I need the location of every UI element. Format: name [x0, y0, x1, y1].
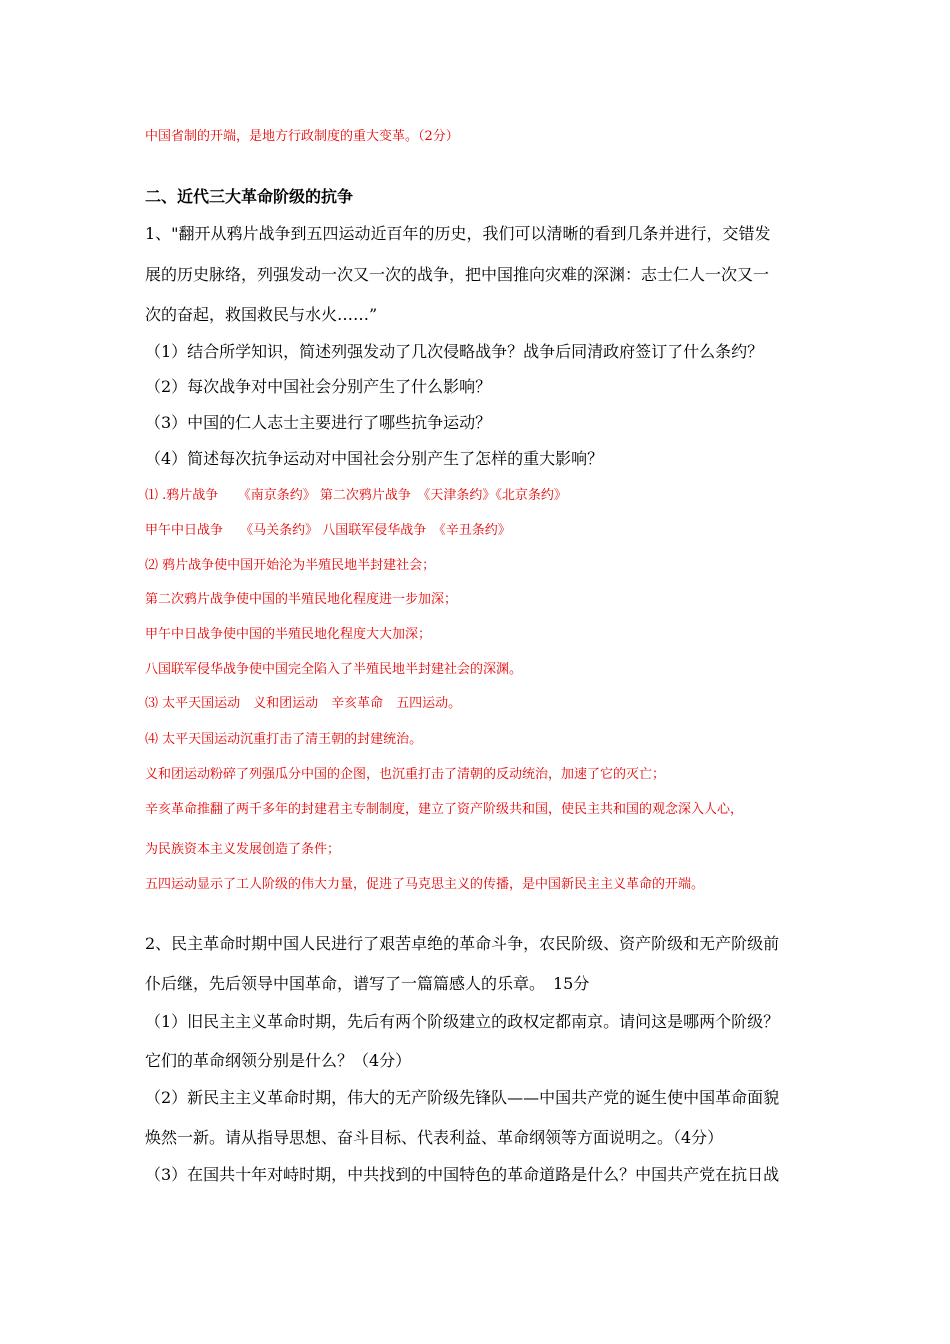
- answer-may-fourth-impact: 五四运动显示了工人阶级的伟大力量，促进了马克思主义的传播，是中国新民主主义革命的开端。: [145, 877, 705, 892]
- subquestion-2-2-line-2: 焕然一新。请从指导思想、奋斗目标、代表利益、革命纲领等方面说明之。（4分）: [145, 1128, 724, 1147]
- subquestion-1-3: （3）中国的仁人志士主要进行了哪些抗争运动？: [145, 413, 492, 432]
- answer-impact-opium-war: ⑵ 鸦片战争使中国开始沦为半殖民地半封建社会；: [145, 558, 436, 573]
- subquestion-1-2: （2）每次战争对中国社会分别产生了什么影响？: [145, 377, 492, 396]
- answer-wars-treaties-1: ⑴ .鸦片战争 《南京条约》 第二次鸦片战争 《天津条约》《北京条约》: [145, 488, 567, 503]
- answer-wars-treaties-2: 甲午中日战争 《马关条约》 八国联军侵华战争 《辛丑条约》: [145, 523, 511, 538]
- answer-boxer-impact: 义和团运动粉碎了列强瓜分中国的企图，也沉重打击了清朝的反动统治，加速了它的灭亡；: [145, 767, 666, 782]
- question-2-line-1: 2、民主革命时期中国人民进行了艰苦卓绝的革命斗争，农民阶级、资产阶级和无产阶级前: [145, 934, 780, 953]
- subquestion-2-2-line-1: （2）新民主主义革命时期，伟大的无产阶级先锋队——中国共产党的诞生使中国革命面貌: [145, 1088, 780, 1107]
- answer-line-province-system: 中国省制的开端，是地方行政制度的重大变革。（2分）: [145, 129, 459, 144]
- answer-impact-second-opium-war: 第二次鸦片战争使中国的半殖民地化程度进一步加深；: [145, 592, 458, 607]
- subquestion-2-1-line-1: （1）旧民主主义革命时期，先后有两个阶级建立的政权定都南京。请问这是哪两个阶级？: [145, 1012, 780, 1031]
- question-2-line-2: 仆后继，先后领导中国革命，谱写了一篇篇感人的乐章。 15分: [145, 974, 590, 993]
- question-1-line-3: 次的奋起，救国救民与水火……”: [145, 305, 378, 324]
- answer-struggle-movements: ⑶ 太平天国运动 义和团运动 辛亥革命 五四运动。: [145, 696, 462, 711]
- answer-impact-eight-nation-alliance: 八国联军侵华战争使中国完全陷入了半殖民地半封建社会的深渊。: [145, 662, 523, 677]
- question-1-line-1: 1、"翻开从鸦片战争到五四运动近百年的历史，我们可以清晰的看到几条并进行，交错发: [145, 224, 771, 243]
- answer-impact-sino-japanese-war: 甲午中日战争使中国的半殖民地化程度大大加深；: [145, 627, 432, 642]
- subquestion-2-1-line-2: 它们的革命纲领分别是什么？（4分）: [145, 1051, 412, 1070]
- answer-xinhai-impact-1: 辛亥革命推翻了两千多年的封建君主专制制度，建立了资产阶级共和国，使民主共和国的观念深入人心，: [145, 802, 744, 817]
- question-1-line-2: 展的历史脉络，列强发动一次又一次的战争，把中国推向灾难的深渊：志士仁人一次又一: [145, 265, 770, 284]
- subquestion-1-1: （1）结合所学知识，简述列强发动了几次侵略战争？战争后同清政府签订了什么条约？: [145, 342, 764, 361]
- subquestion-2-3-line-1: （3）在国共十年对峙时期，中共找到的中国特色的革命道路是什么？中国共产党在抗日战: [145, 1165, 780, 1184]
- subquestion-1-4: （4）简述每次抗争运动对中国社会分别产生了怎样的重大影响？: [145, 449, 604, 468]
- section-heading-revolutionary-classes: 二、近代三大革命阶级的抗争: [145, 187, 354, 206]
- answer-taiping-impact: ⑷ 太平天国运动沉重打击了清王朝的封建统治。: [145, 732, 423, 747]
- answer-xinhai-impact-2: 为民族资本主义发展创造了条件；: [145, 842, 341, 857]
